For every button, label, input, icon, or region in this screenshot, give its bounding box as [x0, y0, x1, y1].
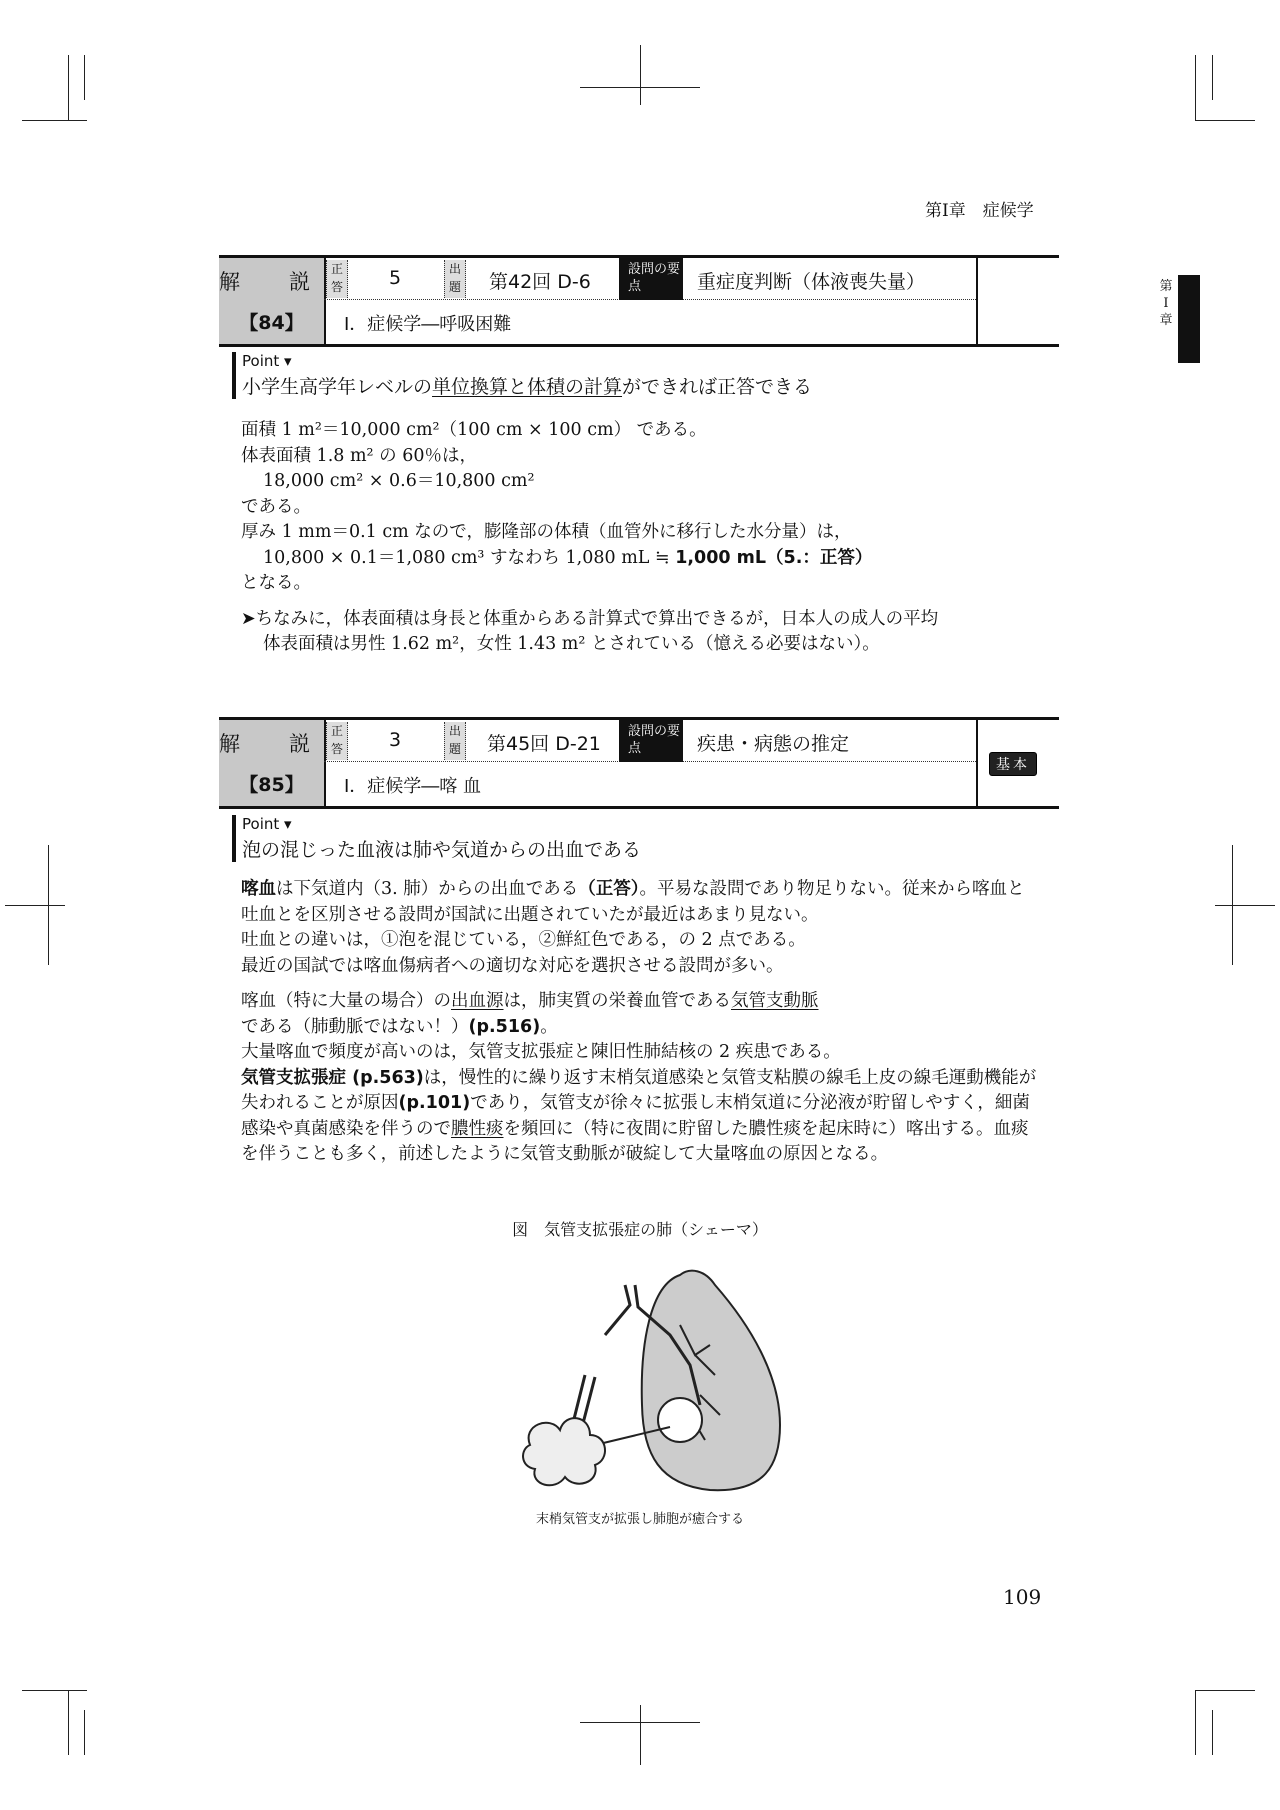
explanation-body-84: 面積 1 m²＝10,000 cm²（100 cm × 100 cm） である。 体表面積 1.8 m² の 60％は， 18,000 cm² × 0.6＝10,800 cm² である。 厚み 1 mm＝0.1 cm なので，膨隆部の体積（血管外に移行した水分量）は， 10,800 × 0.1＝1,080 cm³ すなわち 1,080 mL ≒ 1,000 mL（5.：正答） となる。 ➤ちなみに，体表面積は身長と体重からある計算式で算出できるが，日本人の成人の平均 体表面積は男性 1.62 m²，女性 1.43 m² とされている（憶える必要はない）。 [241, 418, 1041, 658]
answer-label: 正答 [326, 722, 348, 760]
side-tab [1178, 275, 1200, 363]
crop-mark [22, 120, 87, 121]
source-label: 出題 [444, 260, 466, 298]
lung-schema-figure [500, 1255, 790, 1495]
explanation-label: 解 説 [219, 732, 324, 756]
source-label: 出題 [444, 722, 466, 760]
crop-mark [1215, 905, 1275, 906]
crop-mark [1212, 1710, 1213, 1755]
point-heading: Point ▾ [242, 352, 292, 370]
crop-mark [48, 845, 49, 965]
crop-mark [1212, 55, 1213, 100]
explanation-body-85: 喀血は下気道内（3. 肺）からの出血である（正答）。平易な設問であり物足りない。従来から喀血と吐血とを区別させる設問が国試に出題されていたが最近はあまり見ない。 吐血との違いは，①泡を混じている，②鮮紅色である，の 2 点である。 最近の国試では喀血傷病者への適切な対応を選択させる設問が多い。 喀血（特に大量の場合）の出血源は，肺実質の栄養血管である気管支動脈である（肺動脈ではない！）(p.516)。 大量喀血で頻度が高いのは，気管支拡張症と陳旧性肺結核の 2 疾患である。 気管支拡張症 (p.563)は，慢性的に繰り返す末梢気道感染と気管支粘膜の線毛上皮の線毛運動機能が失われることが原因(p.101)であり，気管支が徐々に拡張し末梢気道に分泌液が貯留しやすく，細菌感染や真菌感染を伴うので膿性痰を頻回に（特に夜間に貯留した膿性痰を起床時に）喀出する。血痰を伴うことも多く，前述したように気管支動脈が破綻して大量喀血の原因となる。 [241, 879, 1037, 1164]
answer-table-85 [219, 717, 1059, 809]
explanation-label: 解 説 [219, 270, 324, 294]
figure-caption: 末梢気管支が拡張し肺胞が癒合する [535, 1512, 744, 1527]
crop-mark [68, 55, 69, 120]
question-number: 【84】 [239, 312, 304, 334]
crop-mark [1195, 1690, 1255, 1691]
source-value: 第45回 D-21 [487, 733, 601, 755]
point-label: 設問の要点 [619, 258, 683, 300]
answer-value: 3 [389, 729, 402, 751]
point-heading: Point ▾ [242, 815, 292, 833]
point-text: 泡の混じった血液は肺や気道からの出血である [242, 839, 642, 861]
crop-mark [68, 1690, 69, 1755]
point-label: 設問の要点 [619, 720, 683, 762]
point-box-85 [232, 815, 641, 862]
crop-mark [84, 1710, 85, 1755]
running-header: 第Ⅰ章 症候学 [925, 201, 1034, 221]
answer-value: 5 [389, 267, 402, 289]
crop-mark [640, 45, 641, 105]
question-number: 【85】 [239, 774, 304, 796]
point-box-84 [232, 352, 812, 399]
crop-mark [1195, 55, 1196, 120]
question-point: 疾患・病態の推定 [697, 733, 850, 755]
crop-mark [1232, 845, 1233, 965]
level-badge: 基本 [989, 752, 1037, 776]
answer-table-84 [219, 255, 1059, 347]
note: ➤ちなみに，体表面積は身長と体重からある計算式で算出できるが，日本人の成人の平均 [241, 608, 939, 629]
crop-mark [22, 1690, 87, 1691]
crop-mark [640, 1705, 641, 1765]
dilated-area [658, 1398, 702, 1442]
crop-mark [1195, 1690, 1196, 1755]
question-point: 重症度判断（体液喪失量） [697, 271, 926, 293]
figure-title: 図 気管支拡張症の肺（シェーマ） [512, 1220, 768, 1239]
source-value: 第42回 D-6 [489, 271, 591, 293]
point-text: 小学生高学年レベルの単位換算と体積の計算ができれば正答できる [242, 376, 813, 398]
alveoli-cluster [523, 1418, 605, 1485]
answer-label: 正答 [326, 260, 348, 298]
category: Ⅰ．症候学―喀 血 [344, 776, 482, 797]
page-number: 109 [1003, 1585, 1042, 1609]
crop-mark [1195, 120, 1255, 121]
side-tab-label: 第Ⅰ章 [1159, 279, 1173, 328]
category: Ⅰ．症候学―呼吸困難 [344, 314, 512, 335]
lung-outline [642, 1271, 780, 1491]
crop-mark [84, 55, 85, 100]
crop-mark [5, 905, 65, 906]
